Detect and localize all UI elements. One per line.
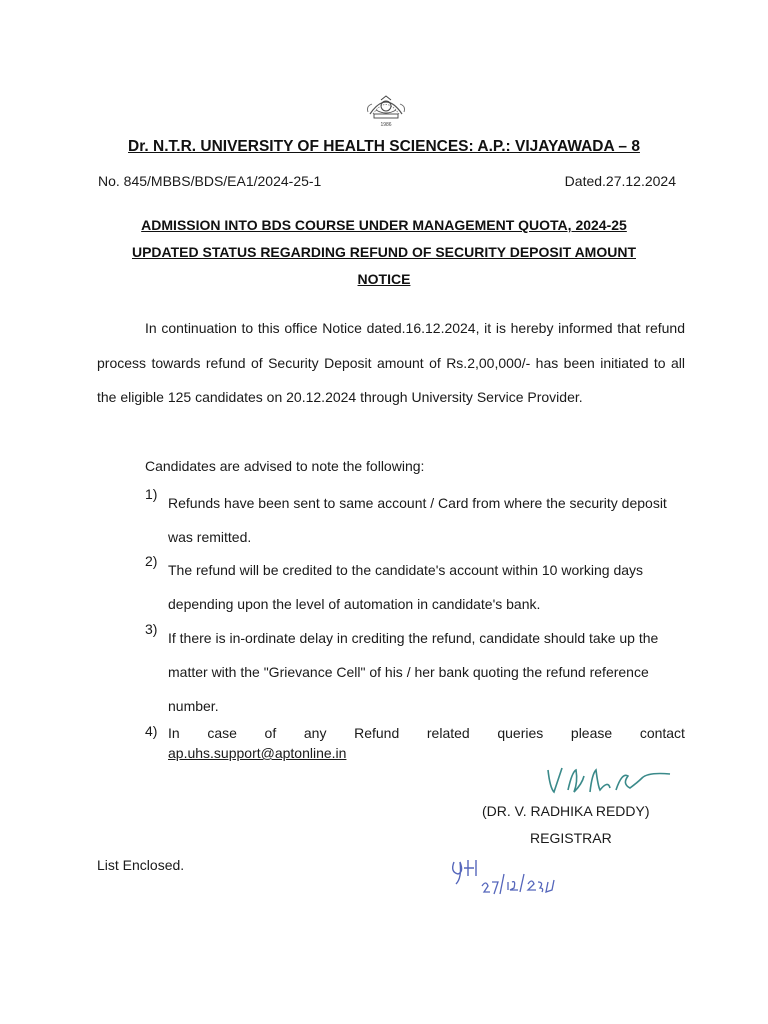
list-enclosed-note: List Enclosed. <box>97 857 185 873</box>
notice-date: Dated.27.12.2024 <box>564 173 676 189</box>
heading-refund-status: UPDATED STATUS REGARDING REFUND OF SECURITY DEPOSIT AMOUNT <box>131 244 636 260</box>
list-item-number: 1) <box>145 486 158 502</box>
word: In <box>168 725 180 741</box>
registrar-signature-icon <box>538 762 673 806</box>
list-item-number: 2) <box>145 553 158 569</box>
university-seal-icon <box>364 86 408 128</box>
heading-notice: NOTICE <box>357 271 411 287</box>
word: of <box>264 725 277 741</box>
instructions-intro: Candidates are advised to note the following: <box>145 458 425 474</box>
list-item <box>145 553 685 621</box>
support-email-link[interactable]: ap.uhs.support@aptonline.in <box>168 745 347 761</box>
list-item-number: 4) <box>145 723 158 739</box>
reference-number: No. 845/MBBS/BDS/EA1/2024-25-1 <box>98 173 322 189</box>
list-item-text: Refunds have been sent to same account / Card from where the security deposit was remitted. <box>168 495 667 545</box>
signatory-designation: REGISTRAR <box>530 830 612 846</box>
list-item <box>145 723 685 763</box>
heading-admission: ADMISSION INTO BDS COURSE UNDER MANAGEMENT QUOTA, 2024-25 <box>141 217 627 233</box>
signatory-name: (DR. V. RADHIKA REDDY) <box>482 803 650 819</box>
university-title: Dr. N.T.R. UNIVERSITY OF HEALTH SCIENCES: A.P.: VIJAYAWADA – 8 <box>128 138 640 155</box>
list-item <box>145 486 685 554</box>
list-item-text <box>168 723 685 763</box>
word: please <box>570 725 613 741</box>
word: queries <box>497 725 544 741</box>
seal-year: 1986 <box>380 122 392 128</box>
contact-line <box>168 723 685 743</box>
word: case <box>207 725 237 741</box>
word: contact <box>639 725 685 741</box>
word: any <box>303 725 327 741</box>
word: related <box>426 725 470 741</box>
list-item-text: The refund will be credited to the candidate's account within 10 working days depending upon the level of automation in candidate's bank. <box>168 562 644 612</box>
list-item-text: If there is in-ordinate delay in crediting the refund, candidate should take up the matter with the "Grievance Cell" of his / her bank quoting the refund reference number. <box>168 630 659 714</box>
list-item-number: 3) <box>145 621 158 637</box>
main-paragraph: In continuation to this office Notice dated.16.12.2024, it is hereby informed that refund process towards refund of Security Deposit amount of Rs.2,00,000/- has been initiated to all the eligible 125 candidates on 20.12.2024 through University Service Provider. <box>97 320 685 405</box>
handwritten-initials-icon <box>448 852 560 898</box>
list-item <box>145 621 685 723</box>
word: Refund <box>354 725 400 741</box>
